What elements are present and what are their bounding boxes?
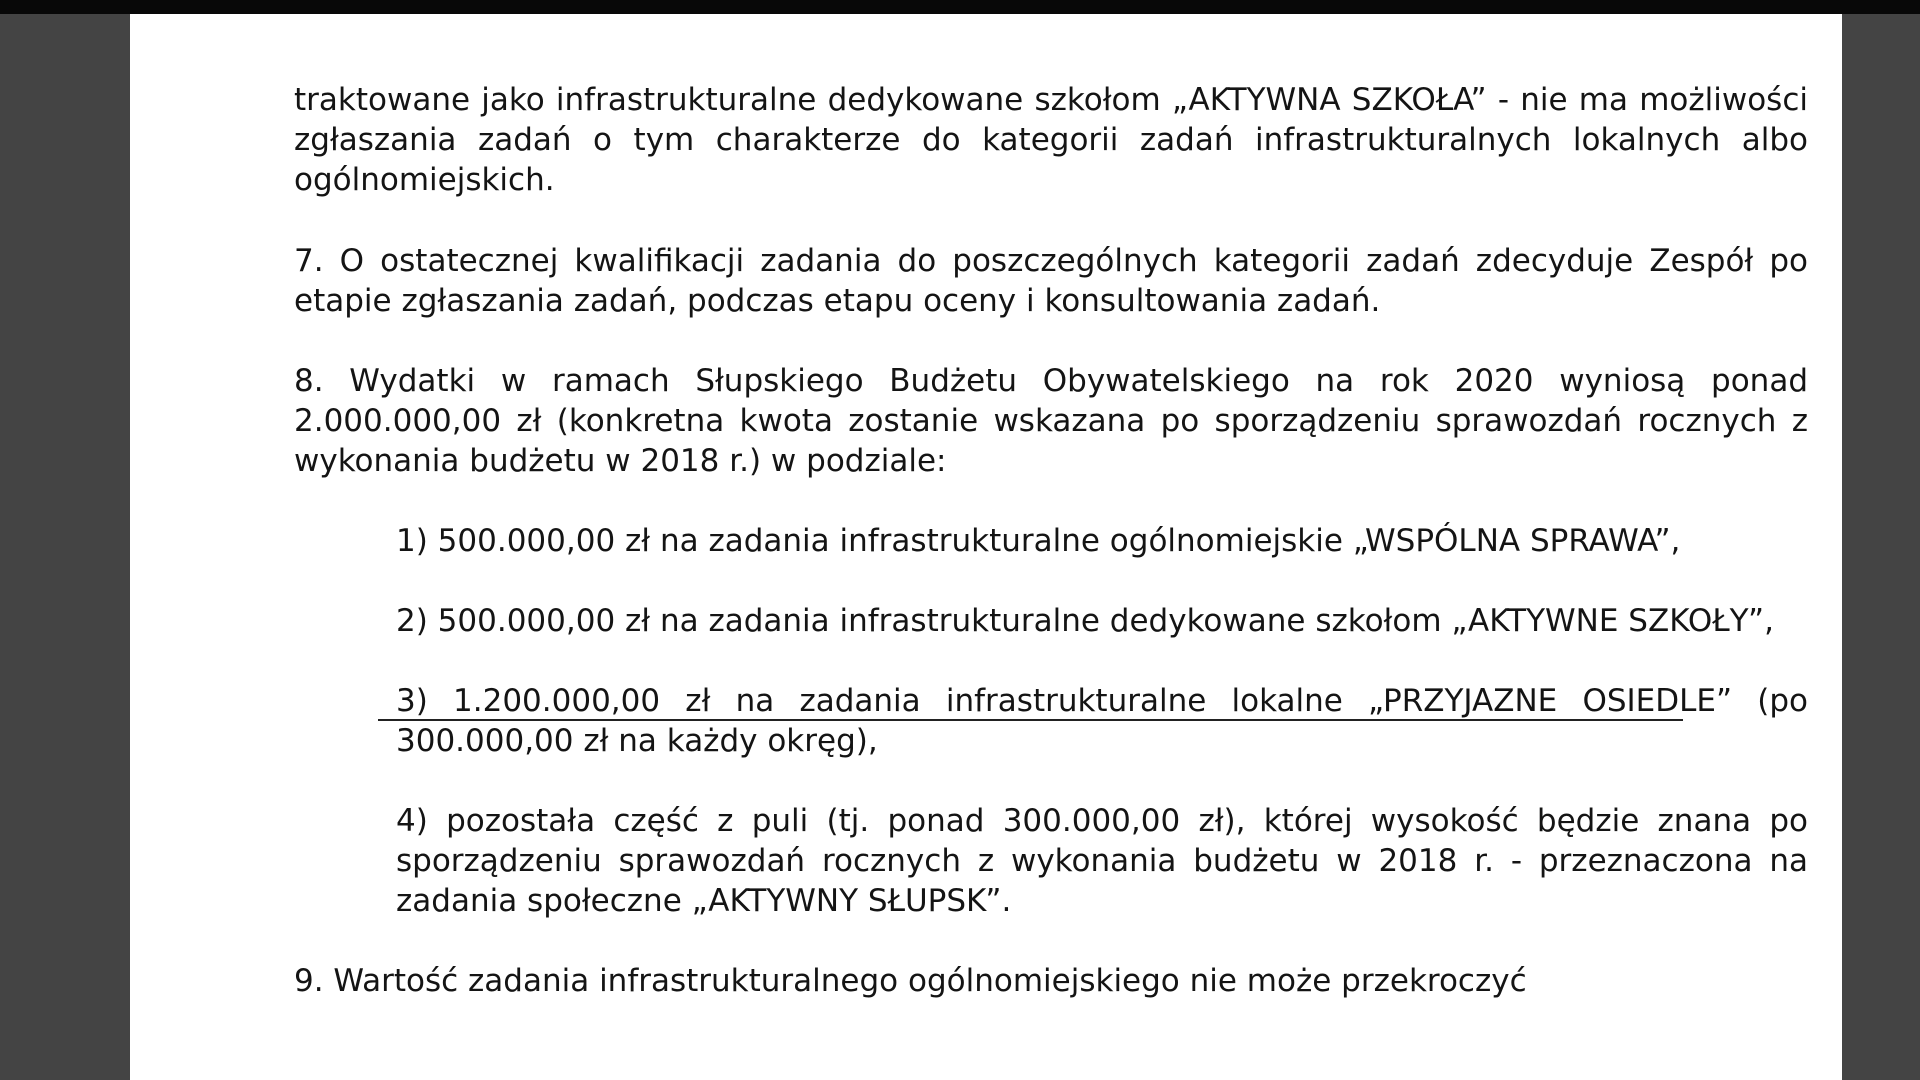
list-item-1: 1) 500.000,00 zł na zadania infrastrukturalne ogólnomiejskie „WSPÓLNA SPRAWA”, (396, 523, 1681, 559)
paragraph-continuation: traktowane jako infrastrukturalne dedykowane szkołom „AKTYWNA SZKOŁA” - nie ma możliwości zgłaszania zadań o tym charakterze do kategorii zadań infrastrukturalnych lokalnych albo ogólnomiejskich. (294, 82, 1808, 198)
horizontal-rule (378, 719, 1683, 721)
list-item-4: 4) pozostała część z puli (tj. ponad 300.000,00 zł), której wysokość będzie znana po sporządzeniu sprawozdań rocznych z wykonania budżetu w 2018 r. - przeznaczona na zadania społeczne „AKTYWNY SŁUPSK”. (396, 803, 1808, 919)
viewer-top-bar (0, 0, 1920, 14)
page-content (294, 80, 1808, 1041)
document-page (130, 14, 1842, 1080)
paragraph-9-partial: 9. Wartość zadania infrastrukturalnego ogólnomiejskiego nie może przekroczyć (294, 963, 1527, 999)
list-item-3: 3) 1.200.000,00 zł na zadania infrastrukturalne lokalne „PRZYJAZNE OSIEDLE” (po 300.000,00 zł na każdy okręg), (396, 683, 1808, 759)
paragraph-7: 7. O ostatecznej kwalifikacji zadania do poszczególnych kategorii zadań zdecyduje Zespół po etapie zgłaszania zadań, podczas etapu oceny i konsultowania zadań. (294, 243, 1808, 319)
list-item-2: 2) 500.000,00 zł na zadania infrastrukturalne dedykowane szkołom „AKTYWNE SZKOŁY”, (396, 603, 1774, 639)
paragraph-8: 8. Wydatki w ramach Słupskiego Budżetu Obywatelskiego na rok 2020 wyniosą ponad 2.000.000,00 zł (konkretna kwota zostanie wskazana po sporządzeniu sprawozdań rocznych z wykonania budżetu w 2018 r.) w podziale: (294, 363, 1808, 479)
